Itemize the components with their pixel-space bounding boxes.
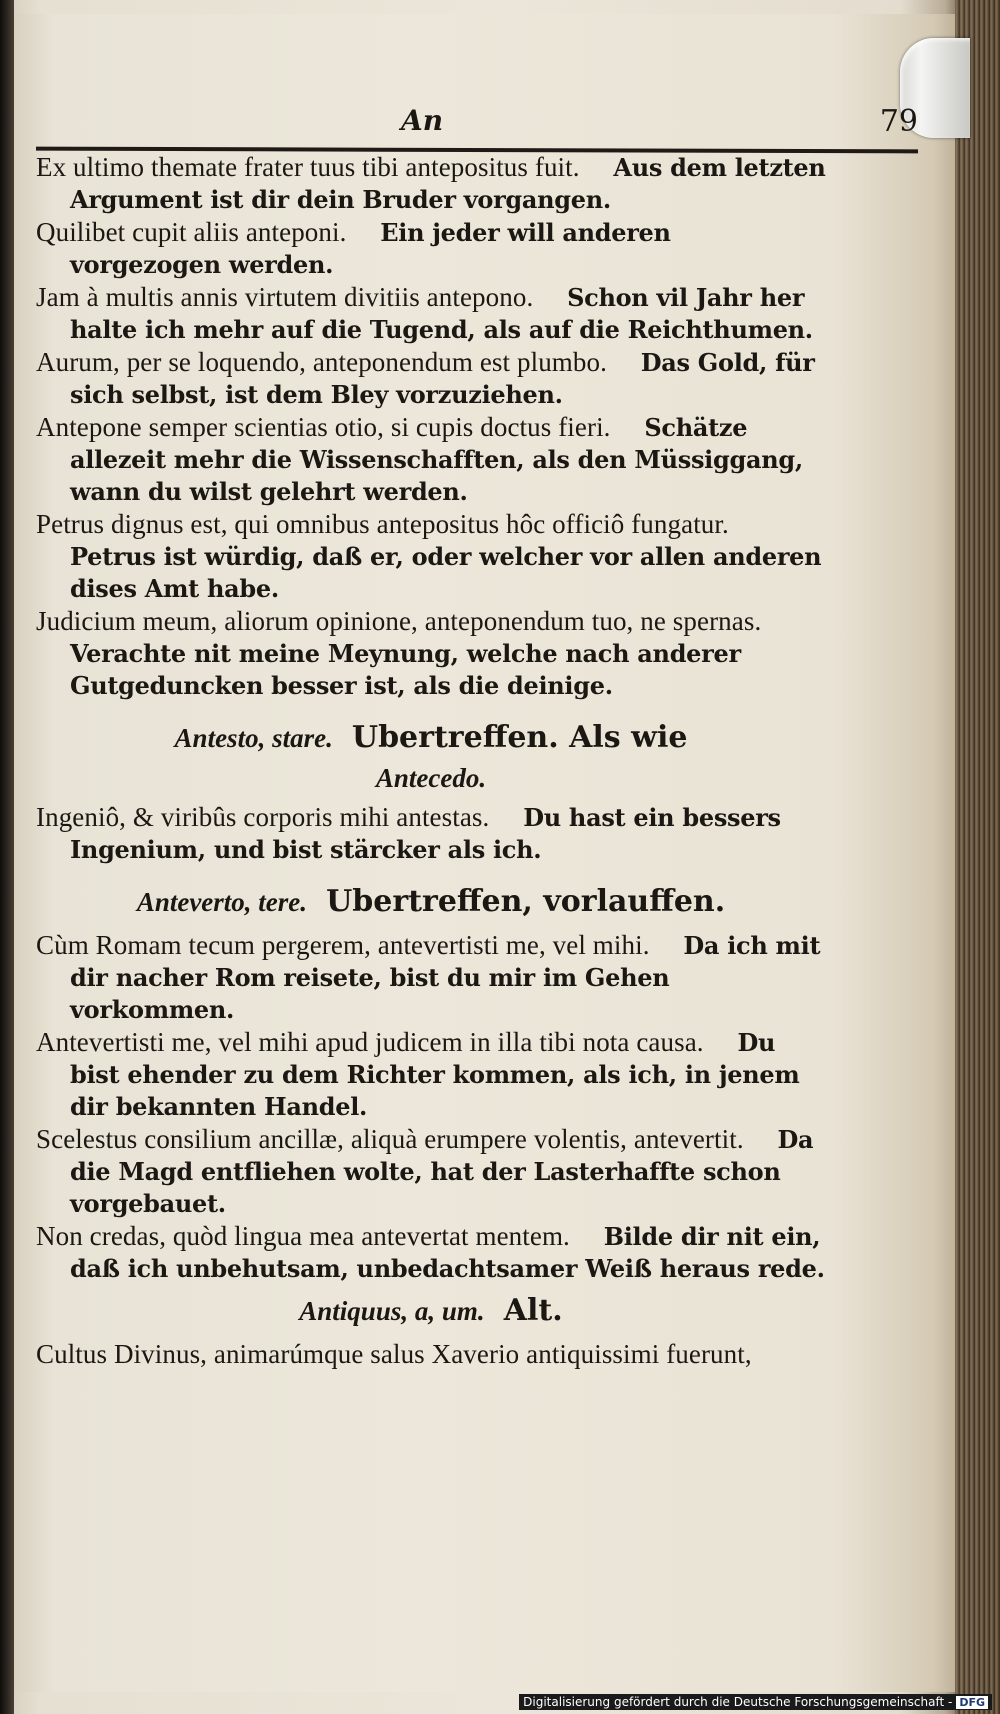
binding-edge — [0, 0, 14, 1714]
headword-antesto — [36, 720, 826, 796]
dictionary-entry — [36, 606, 826, 702]
latin-example: Ex ultimo themate frater tuus tibi antepositus fuit. — [36, 152, 580, 182]
digitization-footer — [519, 1694, 992, 1710]
latin-example: Petrus dignus est, qui omnibus antepositus hôc officiô fungatur. — [36, 509, 729, 539]
dictionary-entry — [36, 217, 826, 281]
entries-antesto — [36, 802, 826, 866]
latin-example: Antepone semper scientias otio, si cupis doctus fieri. — [36, 412, 611, 442]
dictionary-entry — [36, 282, 826, 346]
german-translation: Ein jeder will anderen vorgezogen werden. — [70, 218, 671, 279]
latin-example: Scelestus consilium ancillæ, aliquà erumpere volentis, antevertit. — [36, 1124, 744, 1154]
dictionary-entry — [36, 509, 826, 605]
headword-german: Ubertreffen. Als wie — [351, 720, 688, 755]
headword-german: Ubertreffen, vorlauffen. — [326, 884, 726, 919]
dictionary-entry — [36, 802, 826, 866]
page-body — [36, 152, 826, 1372]
german-translation: Du hast ein bessers Ingenium, und bist stärcker als ich. — [70, 803, 781, 864]
headword-cross-ref: Antecedo. — [375, 763, 487, 793]
entries-anteverto — [36, 930, 826, 1285]
german-translation: Das Gold, für sich selbst, ist dem Bley vorzuziehen. — [70, 348, 815, 409]
german-translation: Da ich mit dir nacher Rom reisete, bist du mir im Gehen vorkommen. — [70, 931, 821, 1024]
german-translation: Du bist ehender zu dem Richter kommen, als ich, in jenem dir bekannten Handel. — [70, 1028, 800, 1121]
latin-example: Cultus Divinus, animarúmque salus Xaverio antiquissimi fuerunt, — [36, 1339, 752, 1369]
entries-antiquus — [36, 1339, 826, 1371]
dictionary-entry — [36, 1027, 826, 1123]
german-translation: Da die Magd entfliehen wolte, hat der Lasterhaffte schon vorgebauet. — [70, 1125, 814, 1218]
dfg-logo: DFG — [956, 1696, 988, 1709]
headword-latin: Antesto, stare. — [174, 723, 333, 753]
headword-german: Alt. — [503, 1293, 563, 1328]
dictionary-entry — [36, 412, 826, 508]
footer-text: Digitalisierung gefördert durch die Deutsche Forschungsgemeinschaft - — [523, 1695, 953, 1709]
dictionary-entry — [36, 1339, 826, 1371]
latin-example: Cùm Romam tecum pergerem, antevertisti me, vel mihi. — [36, 930, 650, 960]
dictionary-entry — [36, 152, 826, 216]
latin-example: Quilibet cupit aliis anteponi. — [36, 217, 347, 247]
entries-antepono — [36, 152, 826, 702]
latin-example: Non credas, quòd lingua mea antevertat mentem. — [36, 1221, 570, 1251]
german-translation: Petrus ist würdig, daß er, oder welcher vor allen anderen dises Amt habe. — [70, 542, 822, 603]
page-header — [36, 104, 918, 152]
dictionary-entry — [36, 1124, 826, 1220]
dictionary-entry — [36, 930, 826, 1026]
german-translation: Bilde dir nit ein, daß ich unbehutsam, unbedachtsamer Weiß heraus rede. — [70, 1222, 825, 1283]
headword-latin: Anteverto, tere. — [136, 887, 308, 917]
german-translation: Schon vil Jahr her halte ich mehr auf die Tugend, als auf die Reichthumen. — [70, 283, 813, 344]
running-head: An — [401, 104, 444, 137]
german-translation: Schätze allezeit mehr die Wissenschafften, als den Müssiggang, wann du wilst gelehrt werden. — [70, 413, 803, 506]
latin-example: Antevertisti me, vel mihi apud judicem in illa tibi nota causa. — [36, 1027, 704, 1057]
latin-example: Aurum, per se loquendo, anteponendum est plumbo. — [36, 347, 607, 377]
headword-antiquus — [36, 1293, 826, 1333]
german-translation: Verachte nit meine Meynung, welche nach anderer Gutgeduncken besser ist, als die deinige. — [70, 639, 741, 700]
german-translation: Aus dem letzten Argument ist dir dein Bruder vorgangen. — [70, 153, 826, 214]
page-edges — [955, 0, 1000, 1714]
latin-example: Judicium meum, aliorum opinione, anteponendum tuo, ne spernas. — [36, 606, 762, 636]
page-number: 79 — [879, 104, 918, 139]
headword-latin: Antiquus, a, um. — [299, 1296, 485, 1326]
dictionary-entry — [36, 1221, 826, 1285]
latin-example: Jam à multis annis virtutem divitiis antepono. — [36, 282, 534, 312]
headword-anteverto — [36, 884, 826, 924]
latin-example: Ingeniô, & viribûs corporis mihi antestas. — [36, 802, 490, 832]
dictionary-entry — [36, 347, 826, 411]
